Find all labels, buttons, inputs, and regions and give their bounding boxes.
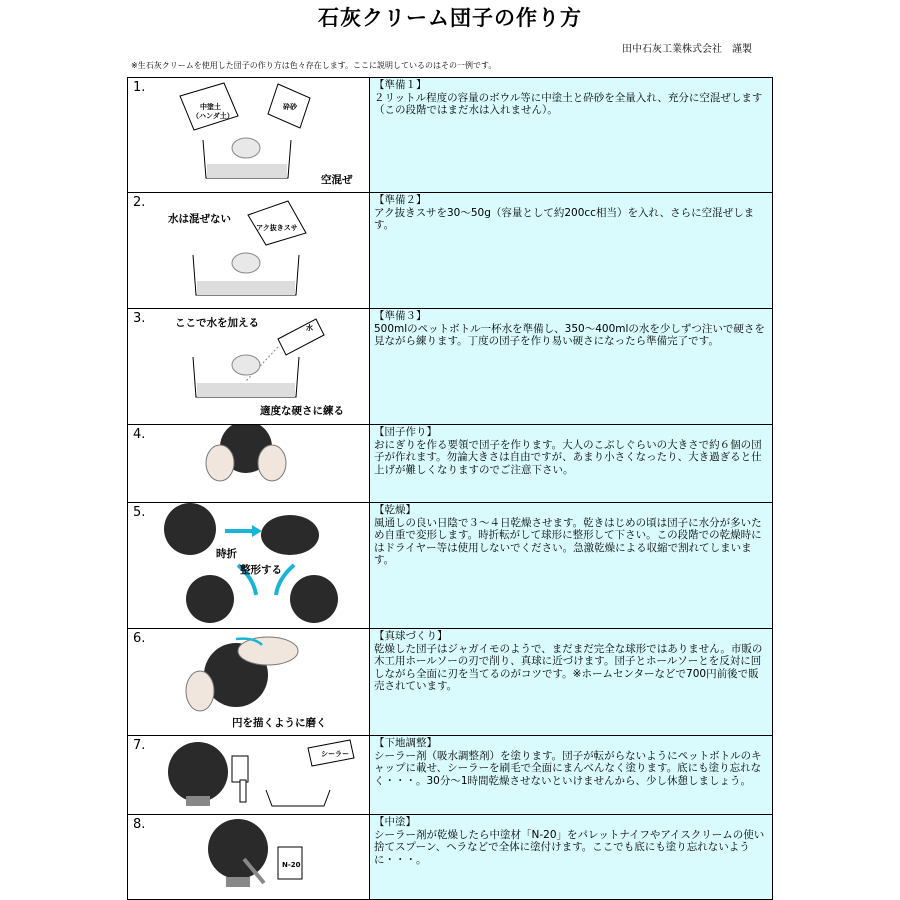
step-row bbox=[127, 503, 773, 629]
step-body: シーラー剤（吸水調整剤）を塗ります。団子が転がらないようにペットボトルのキャップに載せ、シーラーを刷毛で全面にまんべんなく塗ります。底にも塗り忘れなく・・・。30分～1時間乾燥させないといけませんから、少し休憩しましょう。 bbox=[374, 749, 762, 787]
step-illustration bbox=[128, 193, 370, 308]
bag-label: 水 bbox=[306, 324, 313, 332]
step-number: 4. bbox=[133, 427, 146, 442]
step-row bbox=[127, 425, 773, 503]
step-number: 7. bbox=[133, 738, 146, 753]
step-caption: 水は混ぜない bbox=[168, 213, 231, 225]
step-description bbox=[370, 309, 772, 424]
step-body: アク抜きスサを30～50g（容量として約200cc相当）を入れ、さらに空混ぜします。 bbox=[374, 206, 755, 231]
ball-in-hands-illustration bbox=[128, 425, 368, 501]
step-heading: 【乾燥】 bbox=[374, 504, 416, 516]
step-heading: 【準備３】 bbox=[374, 310, 427, 322]
step-number: 3. bbox=[133, 311, 146, 326]
step-number: 1. bbox=[133, 80, 146, 95]
step-body: ２リットル程度の容量のボウル等に中塗土と砕砂を全量入れ、充分に空混ぜします（この段階ではまだ水は入れません）。 bbox=[374, 91, 763, 116]
bag-label: 中塗土 bbox=[200, 103, 221, 111]
step-heading: 【下地調整】 bbox=[374, 737, 437, 749]
step-heading: 【中塗】 bbox=[374, 816, 416, 828]
step-description bbox=[370, 193, 772, 308]
step-heading: 【準備１】 bbox=[374, 79, 427, 91]
step-number: 8. bbox=[133, 817, 146, 832]
intro-note: ※生石灰クリームを使用した団子の作り方は色々存在します。ここに説明しているのはその一例です。 bbox=[131, 61, 497, 70]
step-illustration bbox=[128, 503, 370, 628]
step-body: シーラー剤が乾燥したら中塗材「N-20」をパレットナイフやアイスクリームの使い捨てスプーン、ヘラなどで全体に塗付けます。ここでも底にも塗り忘れないように・・・。 bbox=[374, 828, 765, 866]
step-heading: 【真球づくり】 bbox=[374, 630, 448, 642]
step-body: 乾燥した団子はジャガイモのようで、まだまだ完全な球形ではありません。市販の木工用ホールソーの刃で削り、真球に近づけます。団子とホールソーとを反対に回しながら全面に刃を当てるのがコツです。※ホームセンターなどで700円前後で販売されています。 bbox=[374, 642, 763, 692]
step-caption: 適度な硬さに練る bbox=[260, 405, 344, 417]
step-caption: ここで水を加える bbox=[175, 317, 259, 329]
step-row bbox=[127, 736, 773, 815]
bag-label: 砕砂 bbox=[283, 103, 297, 111]
bag-label: N-20 bbox=[282, 861, 301, 869]
step-row bbox=[127, 309, 773, 425]
middle-coat-illustration bbox=[128, 815, 368, 898]
step-description bbox=[370, 503, 772, 628]
step-row bbox=[127, 78, 773, 193]
step-row bbox=[127, 193, 773, 309]
step-heading: 【準備２】 bbox=[374, 194, 427, 206]
mixing-bowl-illustration bbox=[128, 193, 368, 307]
step-illustration bbox=[128, 309, 370, 424]
step-illustration bbox=[128, 736, 370, 814]
step-description bbox=[370, 425, 772, 502]
step-illustration bbox=[128, 425, 370, 502]
steps-table bbox=[127, 77, 773, 900]
step-illustration bbox=[128, 629, 370, 735]
step-number: 5. bbox=[133, 505, 146, 520]
maker-credit: 田中石灰工業株式会社 謹製 bbox=[622, 44, 752, 55]
step-caption: 時折 bbox=[216, 548, 237, 560]
page-title: 石灰クリーム団子の作り方 bbox=[318, 6, 582, 30]
step-body: 風通しの良い日陰で３～４日乾燥させます。乾きはじめの頃は団子に水分が多いため自重で変形します。時折転がして球形に整形して下さい。この段階での乾燥時にはドライヤー等は使用しないでください。急激乾燥による収縮で割れてしまいます。 bbox=[374, 516, 762, 566]
step-row bbox=[127, 629, 773, 736]
step-description bbox=[370, 736, 772, 814]
bag-label: （ハンダ土） bbox=[192, 112, 234, 120]
step-caption: 空混ぜ bbox=[321, 174, 353, 186]
step-number: 2. bbox=[133, 195, 146, 210]
step-body: おにぎりを作る要領で団子を作ります。大人のこぶしぐらいの大きさで約６個の団子が作れます。勿論大きさは自由ですが、あまり小さくなったり、大き過ぎると仕上げが難しくなりますのでご注意下さい。 bbox=[374, 438, 762, 476]
bag-label: シーラー bbox=[321, 750, 349, 758]
step-description bbox=[370, 815, 772, 899]
step-illustration bbox=[128, 815, 370, 899]
step-caption: 整形する bbox=[240, 564, 282, 576]
step-description bbox=[370, 78, 772, 192]
step-heading: 【団子作り】 bbox=[374, 426, 437, 438]
step-body: 500mlのペットボトル一杯水を準備し、350～400mlの水を少しずつ注いで硬さを見ながら練ります。丁度の団子を作り易い硬さになったら準備完了です。 bbox=[374, 322, 765, 347]
bag-label: アク抜きスサ bbox=[256, 224, 298, 232]
step-row bbox=[127, 815, 773, 900]
step-number: 6. bbox=[133, 631, 146, 646]
step-caption: 円を描くように磨く bbox=[232, 717, 327, 729]
sealer-brush-illustration bbox=[128, 736, 368, 813]
step-description bbox=[370, 629, 772, 735]
step-illustration bbox=[128, 78, 370, 192]
